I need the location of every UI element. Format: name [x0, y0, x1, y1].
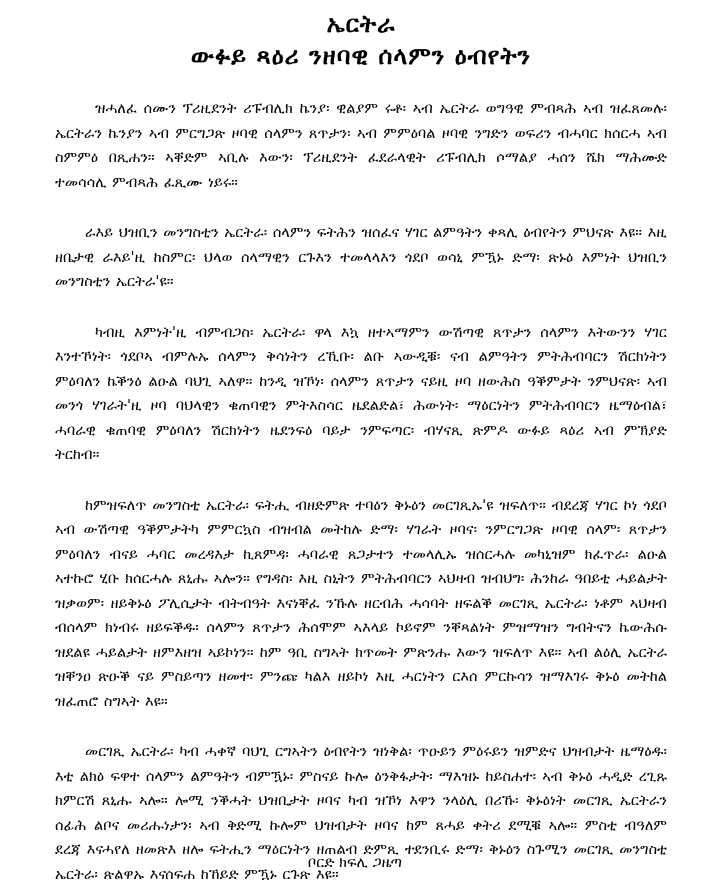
- signature: ቦርድ ክፍሊ ጋዜጣ: [307, 854, 403, 871]
- paragraph-2: ራእይ ህዝቢን መንግስቲን ኤርትራ፡ ሰላምን ፍትሕን ዝሰፈና ሃገር ልምዓትን ቀጻሊ ዕብየትን ምህናጽ እዩ። እዚ ዘቤታዊ ራእይ'ዚ ከስምር፡ ህላወ ሰላማዊን ርጉእን ተመላላእን ጎደቦ ወሳኒ ምዃኑ ድማ፡ ጽኑዕ እምነት ህዝቢን መንግስቲን ኤርትራ'ዩ።: [55, 224, 667, 290]
- title-headline: ውፉይ ጻዕሪ ንዘባዊ ሰላምን ዕብየትን: [190, 41, 532, 70]
- article-body: [55, 97, 667, 887]
- title-country: ኤርትራ: [326, 9, 396, 38]
- paragraph-1: ዝሓለፈ ሰሙን ፕሪዚደንት ሪፑብሊክ ኬንያ፡ ዊልያም ሩቶ፡ ኣብ ኤርትራ ወግዓዊ ምብጻሕ ኣብ ዝፈጸመሉ፡ ኤርትራን ኬንያን ኣብ ምርግጋጽ ዞባዊ ሰላምን ጸጥታን፡ ኣብ ምምዕባል ዞባዊ ንግድን ወፍሪን ብሓባር ክሰርሓ ኣብ ስምምዕ በጺሐን። ኣቐድም ኣቢሉ እውን፡ ፕሪዚደንት ፈደራላዊት ሪፑብሊክ ሶማልያ ሓሰን ሼክ ማሕሙድ ተመሳሳሊ ምብጻሕ ፈጺሙ ነይሩ።: [55, 100, 667, 191]
- paragraph-3: ካብዚ እምነት'ዚ ብምብጋስ፡ ኤርትራ፡ ዋላ እኳ ዘተኣማምን ውሽጣዊ ጸጥታን ሰላምን እትውንን ሃገር እንተኾነት፡ ጎደቦኣ ብምሉኡ ሰላምን ቅሳነትን ረኺቡ፡ ልቡ ኣውዲቑ፡ ናብ ልምዓትን ምትሕብባርን ሽርክነትን ምዕባለን ኬቕንዕ ልዑል ባህጊ ኣለዋ። ከንዲ ዝኾነ፡ ሰላምን ጸጥታን ናይዚ ዞባ ዘውሕስ ዓቕምታት ንምህናጽ፡ ኣብ መንጎ ሃገራት'ዚ ዞባ ባህላዊን ቁጠባዊን ምትእስሳር ዜደልድል፣ ሕውነት፡ ማዕርነትን ምትሕብባርን ዜማዕብል፣ ሓባራዊ ቁጠባዊ ምዕባለን ሽርክነትን ዜደንፍዕ ባይታ ንምፍጣር፡ ብሃናጺ ጽምዶ ውፉይ ጻዕሪ ኣብ ምኽያድ ትርከብ።: [55, 323, 667, 463]
- paragraph-4: ከምዝፍለጥ መንግስቲ ኤርትራ፡ ፍትሒ ብዘድምጽ ተባዕን ቅኑዕን መርገጺኡ'ዩ ዝፍለጥ። ብደረጃ ሃገር ኮነ ጎደቦ ኣብ ውሽጣዊ ዓቕምታትካ ምምርኳስ ብዝብል መትከሉ ድማ፡ ሃገራት ዞባና፡ ንምርግጋጽ ዞባዊ ሰላም፡ ጸጥታን ምዕባለን ብናይ ሓባር መረዳእታ ኪጸምዳ፡ ሓባራዊ ጸጋታተን ተመላሊኡ ዝሰርሓሉ መካኒዝም ክፈጥራ፡ ልዑል ኣተኩሮ ሂቡ ክሰርሓሉ ጸኒሑ ኣሎን። የግዳስ፡ እዚ ስኒትን ምትሕብባርን ኣህዛብ ዝብህግ፡ ሕንከራ ዓበይቲ ሓይልታት ዝቃወም፡ ዘይቅኑዕ ፖሊሲታት ብትብዓት እናነቐፈ ንኹሉ ዘርብሕ ሓሳባት ዘፍልቕ መርገጺ ኤርትራ፡ ነቶም ኣህዛብ ብሰላም ክነብሩ ዘይፍቕዱ፡ ሰላምን ጸጥታን ሕሰሞም ኣእላይ ኮይኖም ንቐጻልነት ምዝማዝን ግብትናን ኬውሕሱ ዝደልዩ ሓይልታት ዘምእዘዝ ኣይኮነን። ከም ዓቢ ስግኣት ክጥመት ምጽንሑ እውን ዝፍለጥ እዩ። ኣብ ልዕሊ ኤርትራ ዝቐንዐ ጽዑቕ ናይ ምስይጣን ዘመተ፡ ምንጩ ካልእ ዘይኮነ እዚ ሓርነትን ርእሰ ምርኩሳን ዝማእገሩ ቅኑዕ መትከል ዝፈጠሮ ስግኣት እዩ።: [55, 496, 667, 710]
- paragraph-5: መርገጺ ኤርትራ፡ ካብ ሓቀኛ ባህጊ ርግኣትን ዕብየትን ዝነቅል፡ ጥዑይን ምዕሩይን ዝምድና ህዝብታት ዜማዕዱ፡ እቲ ልክዕ ፍዋተ ሰላምን ልምዓትን ብምዃኑ፡ ምስናይ ኩሎ ዕንቅፋታት፡ ማእዝኑ ከይስሐተ፡ ኣብ ቅኑዕ ሓዲድ ረጊጹ ክምርሽ ጸኒሑ ኣሎ። ሎሚ ንቕሓት ህዝቢታት ዞባና ካብ ዝኾነ እዋን ንላዕሊ በሪኹ፡ ቅኑዕነት መርገጺ ኤርትራን ሰፊሕ ልቦና መሪሑነታን፡ ኣብ ቅድሚ ኩሎም ህዝብታት ዞባና ከም ጸሓይ ቀትሪ ደሚቑ ኣሎ። ምስቲ ብዓለም ደረጃ እናሓየለ ዘመጽእ ዘሎ ፍትሒን ማዕርነትን ዘጠልብ ድምጺ ተደንቢሩ ድማ፡ ቅኑዕን ስጉሚን መርገጺ መንግስቲ ኤርትራ፡ ጽልዋኡ እናሰፍሐ ከኸይድ ምዃኑ ርጉጽ እዩ።: [55, 743, 667, 883]
